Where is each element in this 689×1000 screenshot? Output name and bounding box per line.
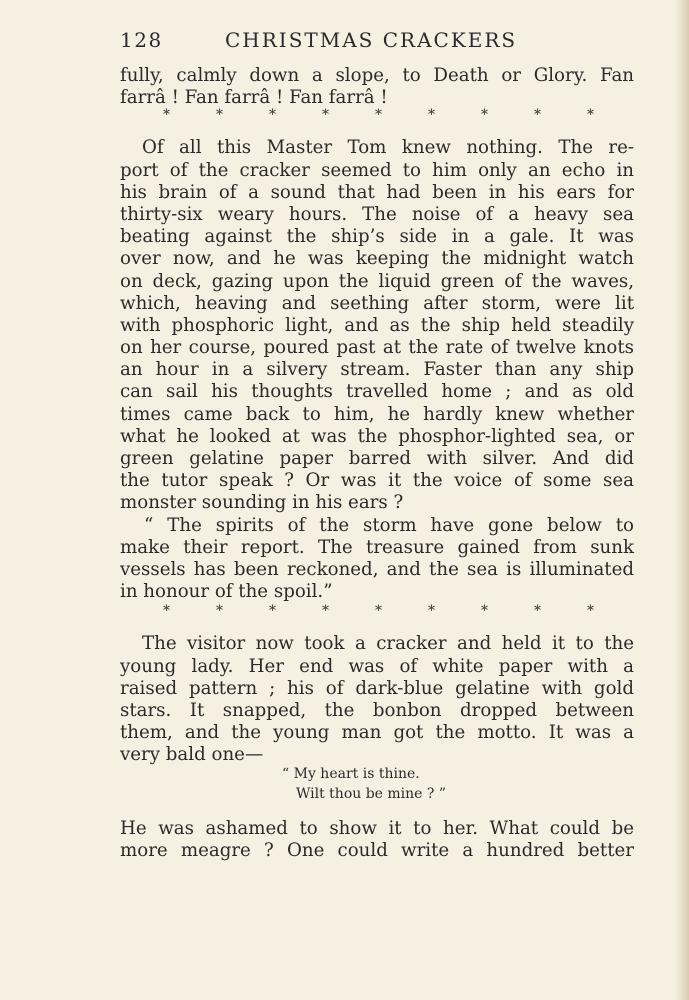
- asterisk: *: [428, 107, 435, 124]
- verse-line: “ My heart is thine.: [282, 766, 420, 782]
- paragraph-spirits-of-storm: [120, 515, 634, 604]
- running-title: CHRISTMAS CRACKERS: [225, 28, 518, 52]
- text-line: in honour of the spoil.”: [120, 581, 333, 603]
- asterisk: *: [481, 603, 488, 620]
- paragraph-ashamed: [120, 818, 634, 862]
- text-line: which, heaving and seething after storm, were lit: [120, 292, 634, 314]
- page-header: [120, 28, 640, 58]
- text-line: on her course, poured past at the rate of twelve knots: [120, 337, 634, 359]
- text-line: The visitor now took a cracker and held it to the: [142, 633, 634, 655]
- opening-paragraph: [120, 65, 634, 109]
- text-line: fully, calmly down a slope, to Death or Glory. Fan: [120, 65, 634, 86]
- text-line: make their report. The treasure gained from sunk: [120, 536, 634, 558]
- asterisk: *: [216, 107, 223, 124]
- asterisk: *: [375, 603, 382, 620]
- text-line: over now, and he was keeping the midnight watch: [120, 248, 634, 270]
- text-line: farrâ ! Fan farrâ ! Fan farrâ !: [120, 87, 388, 109]
- text-line: beating against the ship’s side in a gale. It was: [120, 226, 634, 248]
- text-line: with phosphoric light, and as the ship held steadily: [120, 314, 634, 336]
- text-line: them, and the young man got the motto. It was a: [120, 722, 634, 744]
- text-line: the tutor speak ? Or was it the voice of some sea: [120, 470, 634, 492]
- text-line: times came back to him, he hardly knew whether: [120, 403, 634, 425]
- paragraph-master-tom: [120, 137, 634, 514]
- page-number: 128: [120, 28, 163, 52]
- asterisk: *: [375, 107, 382, 124]
- text-line: raised pattern ; his of dark-blue gelatine with gold: [120, 677, 634, 699]
- asterisk: *: [269, 603, 276, 620]
- asterisk: *: [587, 603, 594, 620]
- text-line: Of all this Master Tom knew nothing. The re-: [142, 137, 634, 159]
- asterisk: *: [534, 107, 541, 124]
- asterisk: *: [587, 107, 594, 124]
- section-separator: [120, 605, 634, 623]
- asterisk: *: [534, 603, 541, 620]
- text-line: very bald one—: [120, 744, 264, 766]
- asterisk: *: [428, 603, 435, 620]
- paragraph-the-visitor: [120, 633, 634, 766]
- asterisk: *: [481, 107, 488, 124]
- text-line: He was ashamed to show it to her. What could be: [120, 818, 634, 839]
- asterisk: *: [216, 603, 223, 620]
- text-line: on deck, gazing upon the liquid green of the waves,: [120, 270, 634, 292]
- body-text: [120, 65, 634, 766]
- page-edge-shadow: [675, 0, 689, 1000]
- verse-line: Wilt thou be mine ? ”: [296, 786, 447, 802]
- text-line: port of the cracker seemed to him only an echo in: [120, 159, 634, 181]
- section-separator: [120, 109, 634, 127]
- motto-verse: [282, 764, 446, 804]
- asterisk: *: [322, 107, 329, 124]
- asterisk: *: [269, 107, 276, 124]
- text-line: more meagre ? One could write a hundred better: [120, 840, 634, 862]
- text-line: stars. It snapped, the bonbon dropped between: [120, 699, 634, 721]
- text-line: thirty-six weary hours. The noise of a heavy sea: [120, 203, 634, 225]
- text-line: what he looked at was the phosphor-lighted sea, or: [120, 425, 634, 447]
- asterisk: *: [322, 603, 329, 620]
- text-line: an hour in a silvery stream. Faster than any ship: [120, 359, 634, 381]
- text-line: vessels has been reckoned, and the sea is illuminated: [120, 558, 634, 580]
- text-line: monster sounding in his ears ?: [120, 492, 404, 514]
- text-line: young lady. Her end was of white paper with a: [120, 655, 634, 677]
- text-line: his brain of a sound that had been in his ears for: [120, 181, 634, 203]
- text-line: green gelatine paper barred with silver. And did: [120, 448, 634, 469]
- text-line: “ The spirits of the storm have gone below to: [144, 514, 634, 536]
- asterisk: *: [163, 107, 170, 124]
- asterisk: *: [163, 603, 170, 620]
- text-line: can sail his thoughts travelled home ; and as old: [120, 381, 634, 403]
